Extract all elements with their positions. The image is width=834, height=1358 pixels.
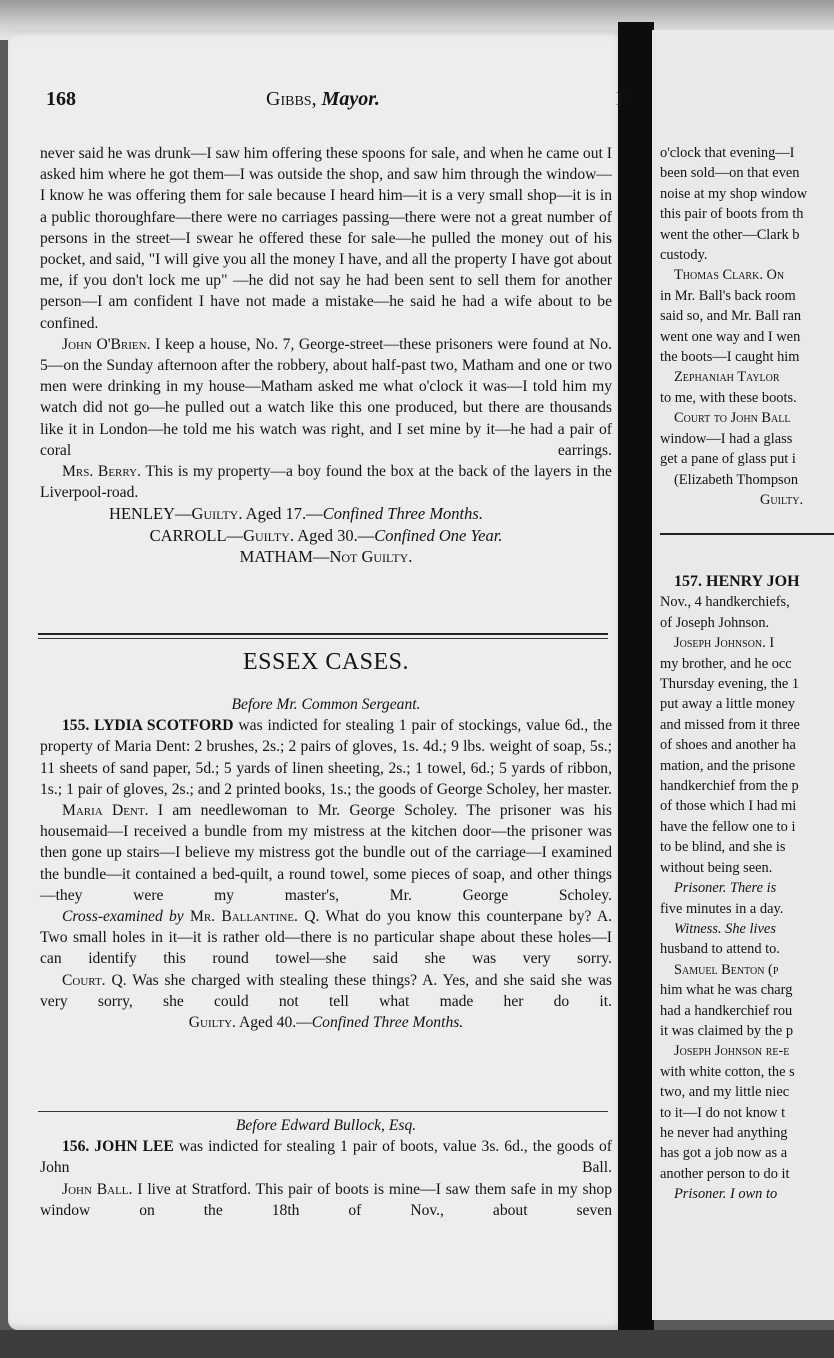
right-line: the boots—I caught him bbox=[660, 349, 800, 366]
right-line: to it—I do not know t bbox=[660, 1104, 786, 1121]
right-line: 157. HENRY JOH bbox=[674, 573, 800, 590]
right-line: Joseph Johnson. I bbox=[674, 635, 775, 652]
right-line: to me, with these boots. bbox=[660, 389, 797, 406]
right-line: Guilty. bbox=[760, 491, 804, 508]
right-line: went one way and I wen bbox=[660, 328, 801, 345]
before-common-sergeant: Before Mr. Common Sergeant. bbox=[231, 696, 421, 713]
left-column-upper bbox=[40, 143, 612, 567]
essex-cases-heading: ESSEX CASES. bbox=[242, 649, 410, 675]
right-line: it was claimed by the p bbox=[660, 1022, 794, 1039]
right-line: without being seen. bbox=[660, 859, 773, 876]
right-line: handkerchief from the p bbox=[660, 778, 799, 795]
running-title: Gibbs, Mayor. bbox=[266, 88, 380, 110]
cross-examination: Cross-examined by Mr. Ballantine. Q. What do you know this counterpane by? A. Two small holes in it—it is rather old—there is no particular shape about these holes—I can identify this round towel—she said she was very sorry. bbox=[40, 908, 612, 968]
right-line: (Elizabeth Thompson bbox=[674, 471, 799, 488]
right-column-lower bbox=[660, 572, 834, 1205]
left-column-lower bbox=[40, 694, 612, 1033]
right-line: said so, and Mr. Ball ran bbox=[660, 308, 802, 325]
right-line: with white cotton, the s bbox=[660, 1063, 795, 1080]
page-number: 168 bbox=[46, 88, 76, 110]
right-line: had a handkerchief rou bbox=[660, 1002, 793, 1019]
obrien-testimony: John O'Brien. I keep a house, No. 7, George-street—these prisoners were found at No. 5—on the Sunday afternoon after the robbery, about half-past two, Matham and one or two men were drinking in my house—Matham asked me what o'clock it was—I told him my watch did not go—he pulled out a watch like this one produced, but there are thousands like it in London—he told me his watch was right, and I set mine by it—he had a pair of coral earrings. bbox=[40, 335, 612, 459]
ball-testimony: John Ball. I live at Stratford. This pair of boots is mine—I saw them safe in my shop window on the 18th of Nov., about seven bbox=[40, 1180, 613, 1219]
right-line: Samuel Benton (p bbox=[674, 961, 779, 978]
right-line: Prisoner. I own to bbox=[674, 1186, 778, 1203]
right-line: Court to John Ball bbox=[674, 410, 791, 427]
right-line: in Mr. Ball's back room bbox=[660, 287, 796, 304]
right-line: noise at my shop window bbox=[660, 185, 808, 202]
right-line: Prisoner. There is bbox=[674, 880, 777, 897]
right-column-upper bbox=[660, 143, 834, 510]
right-line: of those which I had mi bbox=[660, 798, 797, 815]
right-line: get a pane of glass put i bbox=[660, 451, 796, 468]
right-line: have the fellow one to i bbox=[660, 818, 796, 835]
right-line: of Joseph Johnson. bbox=[660, 614, 770, 631]
book-gutter bbox=[618, 22, 654, 1342]
before-edward-bullock: Before Edward Bullock, Esq. bbox=[235, 1117, 417, 1134]
verdict-henley: HENLEY—Guilty. Aged 17.—Confined Three Months. bbox=[109, 504, 483, 524]
right-line: Joseph Johnson re-e bbox=[674, 1043, 790, 1060]
right-line: another person to do it bbox=[660, 1165, 790, 1182]
right-line: my brother, and he occ bbox=[660, 655, 792, 672]
case-156-indictment: 156. JOHN LEE was indicted for stealing 1 pair of boots, value 3s. 6d., the goods of John Ball. bbox=[40, 1138, 613, 1177]
verdict-carroll: CARROLL—Guilty. Aged 30.—Confined One Year. bbox=[149, 525, 503, 545]
section-rule-thin bbox=[38, 638, 608, 639]
case-155-indictment: 155. LYDIA SCOTFORD was indicted for stealing 1 pair of stockings, value 6d., the property of Maria Dent: 2 brushes, 2s.; 2 pairs of gloves, 1s. 4d.; 9 lbs. weight of soap, 5s.; 11 sheets of sand paper, 5d.; 5 yards of linen sheeting, 2s.; 1 towel, 6d.; 5 yards of ribbon, 1s.; 1 pair of gloves, 2s.; and 2 printed books, 1s.; the goods of George Scholey, her master. bbox=[40, 717, 612, 798]
case-divider bbox=[38, 1111, 608, 1112]
right-line: him what he was charg bbox=[660, 982, 793, 999]
testimony-continued: never said he was drunk—I saw him offering these spoons for sale, and when he came out I asked him where he got them—I was outside the shop, and saw him through the window—I know he was offering them for sale because I heard him—it is a very small shop—it is in a public thoroughfare—there were no carriages passing—there were not a great number of persons in the street—I swear he offered these for sale—he pulled the money out of his pocket, and said, "I will give you all the money I have, and all the property I have got about me, if you don't lock me up" —he did not say he had been sent to sell them for another person—I am confident I have not made a mistake—he said he had a wife about to be confined. bbox=[40, 145, 612, 332]
dent-testimony: Maria Dent. I am needlewoman to Mr. George Scholey. The prisoner was his housemaid—I received a bundle from my mistress at the kitchen door—the prisoner was then gone up stairs—I believe my mistress got the bundle out of the carriage—I examined the bundle—it contained a bed-quilt, a round towel, some pieces of soap, and other things—they were my master's, Mr. George Scholey. bbox=[40, 802, 612, 904]
right-line: Nov., 4 handkerchiefs, bbox=[660, 594, 790, 611]
right-line: Zephaniah Taylor bbox=[674, 369, 780, 386]
right-line: he never had anything bbox=[660, 1124, 788, 1141]
right-line: went the other—Clark b bbox=[660, 226, 800, 243]
right-page-head-letter: F bbox=[616, 88, 628, 110]
right-line: Thursday evening, the 1 bbox=[660, 676, 800, 693]
right-line: has got a job now as a bbox=[660, 1145, 788, 1162]
right-section-rule bbox=[660, 533, 834, 535]
right-line: custody. bbox=[660, 247, 708, 264]
left-column-bottom bbox=[40, 1115, 612, 1221]
right-line: two, and my little niec bbox=[660, 1084, 790, 1101]
right-line: Witness. She lives bbox=[674, 920, 776, 937]
right-line: o'clock that evening—I bbox=[660, 145, 795, 161]
right-line: Thomas Clark. On bbox=[674, 267, 785, 284]
scan-bottom-border bbox=[0, 1330, 834, 1358]
right-line: this pair of boots from th bbox=[660, 206, 804, 223]
right-line: husband to attend to. bbox=[660, 941, 780, 958]
right-line: and missed from it three bbox=[660, 716, 800, 733]
right-line: window—I had a glass bbox=[660, 430, 793, 447]
right-line: of shoes and another ha bbox=[660, 737, 796, 754]
running-head bbox=[46, 88, 626, 114]
right-line: been sold—on that even bbox=[660, 165, 800, 182]
verdict-matham: MATHAM—Not Guilty. bbox=[239, 546, 413, 566]
berry-testimony: Mrs. Berry. This is my property—a boy found the box at the back of the layers in the Liverpool-road. bbox=[40, 463, 612, 502]
right-line: mation, and the prisone bbox=[660, 757, 796, 774]
right-line: to be blind, and she is bbox=[660, 839, 786, 856]
right-line: five minutes in a day. bbox=[660, 900, 784, 917]
section-rule bbox=[38, 633, 608, 635]
court-question: Court. Q. Was she charged with stealing these things? A. Yes, and she said she was very sorry, she could not tell what made her do it. bbox=[40, 971, 612, 1010]
right-line: put away a little money bbox=[660, 696, 796, 713]
verdict-scotford: Guilty. Aged 40.—Confined Three Months. bbox=[188, 1014, 464, 1032]
